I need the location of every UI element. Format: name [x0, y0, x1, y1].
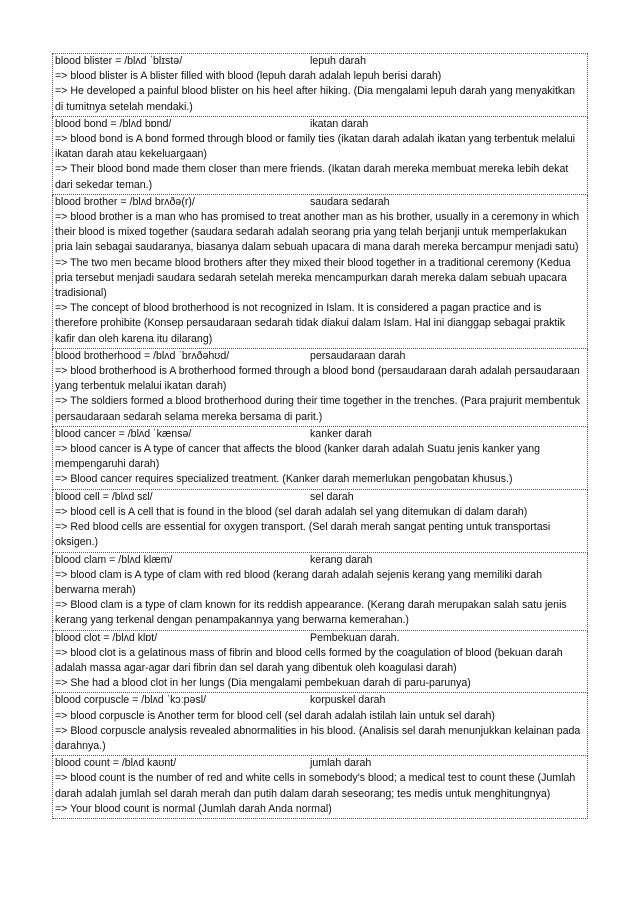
entry-line: => She had a blood clot in her lungs (Dia mengalami pembekuan darah di paru-parunya) — [55, 677, 471, 690]
entry-line: => The two men became blood brothers after they mixed their blood together in a traditional ceremony (Kedua pria tersebut menjadi saudara sedarah setelah mereka mencampurkan darah mereka dalam sebuah upacara tradisional) — [55, 256, 571, 300]
entry-line: => He developed a painful blood blister on his heel after hiking. (Dia mengalami lepuh darah yang menyakitkan di tumitnya setelah mendaki.) — [55, 85, 576, 113]
entry-term: blood cancer = /blʌd ˈkænsə/ — [55, 427, 192, 440]
entry-line: => blood cancer is A type of cancer that affects the blood (kanker darah adalah Suatu jenis kanker yang mempengaruhi darah) — [55, 443, 541, 471]
dictionary-entry — [52, 195, 588, 349]
entry-heading — [55, 631, 585, 646]
dictionary-entry — [52, 553, 588, 631]
dictionary-entry — [52, 756, 588, 819]
entry-term: blood clam = /blʌd klæm/ — [55, 553, 173, 566]
dictionary-entry — [52, 693, 588, 756]
entry-meaning: lepuh darah — [310, 55, 366, 67]
entry-term: blood bond = /blʌd bɒnd/ — [55, 117, 172, 130]
entry-line: => Red blood cells are essential for oxygen transport. (Sel darah merah sangat penting untuk transportasi oksigen.) — [55, 521, 551, 549]
dictionary-entry — [52, 349, 588, 427]
dictionary-entry — [52, 117, 588, 195]
entry-meaning: korpuskel darah — [310, 694, 386, 707]
entry-line: => blood blister is A blister filled with blood (lepuh darah adalah lepuh berisi darah) — [55, 70, 442, 83]
entry-meaning: sel darah — [310, 490, 354, 503]
dictionary-entry — [52, 427, 588, 490]
entry-meaning: kerang darah — [310, 553, 373, 566]
entry-line: => blood clam is A type of clam with red blood (kerang darah adalah sejenis kerang yang memiliki darah berwarna merah) — [55, 568, 542, 596]
dictionary-entry — [52, 490, 588, 553]
entry-term: blood corpuscle = /blʌd ˈkɔːpəsl/ — [55, 694, 207, 707]
entry-line: => The concept of blood brotherhood is not recognized in Islam. It is considered a pagan practice and is therefore prohibite (Konsep persaudaraan sedarah tidak diakui dalam Islam. Hal ini dianggap sebagai praktik kafir dan oleh karena itu dilarang) — [55, 302, 565, 345]
entry-meaning: Pembekuan darah. — [310, 631, 400, 644]
dictionary-page — [52, 53, 588, 819]
entry-meaning: ikatan darah — [310, 117, 369, 130]
entry-heading — [55, 427, 585, 442]
entry-line: => The soldiers formed a blood brotherhood during their time together in the trenches. (Para prajurit membentuk persaudaraan sedarah selama mereka bersama di parit.) — [55, 395, 581, 423]
entry-line: => blood count is the number of red and white cells in somebody's blood; a medical test to count these (Jumlah darah adalah jumlah sel darah merah dan putih dalam darah seseorang; tes medis untuk menghitungnya) — [55, 772, 576, 800]
entry-heading — [55, 553, 585, 568]
entry-line: => Blood corpuscle analysis revealed abnormalities in his blood. (Analisis sel darah menunjukkan kelainan pada darahnya.) — [55, 724, 581, 752]
entry-heading — [55, 117, 585, 132]
entry-line: => Their blood bond made them closer than mere friends. (Ikatan darah mereka membuat mereka lebih dekat dari sekedar teman.) — [55, 163, 569, 191]
entry-line: => blood clot is a gelatinous mass of fibrin and blood cells formed by the coagulation of blood (bekuan darah adalah massa agar-agar dari fibrin dan sel darah yang dibentuk oleh koagulasi darah) — [55, 646, 563, 674]
dictionary-entry — [52, 631, 588, 694]
entry-heading — [55, 54, 585, 69]
entry-line: => blood brotherhood is A brotherhood formed through a blood bond (persaudaraan darah adalah persaudaraan yang terbentuk melalui ikatan darah) — [55, 365, 580, 393]
entry-line: => Your blood count is normal (Jumlah darah Anda normal) — [55, 802, 332, 815]
entry-line: => blood bond is A bond formed through blood or family ties (ikatan darah adalah ikatan yang terbentuk melalui ikatan darah atau kekeluargaan) — [55, 133, 576, 161]
dictionary-entry — [52, 53, 588, 117]
entry-term: blood brotherhood = /blʌd ˈbrʌðəhʊd/ — [55, 349, 230, 362]
entry-meaning: persaudaraan darah — [310, 349, 406, 362]
entry-line: => Blood cancer requires specialized treatment. (Kanker darah memerlukan pengobatan khusus.) — [55, 473, 513, 486]
entry-heading — [55, 349, 585, 364]
entry-term: blood count = /blʌd kaʊnt/ — [55, 757, 177, 770]
entry-heading — [55, 195, 585, 210]
entry-meaning: kanker darah — [310, 427, 372, 440]
entry-term: blood brother = /blʌd brʌðə(r)/ — [55, 195, 195, 208]
entry-line: => blood brother is a man who has promised to treat another man as his brother, usually in a ceremony in which their blood is mixed together (saudara sedarah adalah seorang pria yang telah berjanji untuk memperlakukan pria lain sebagai saudaranya, biasanya dalam sebuah upacara di mana darah mereka bercampur menjadi satu) — [55, 211, 580, 254]
entry-line: => blood cell is A cell that is found in the blood (sel darah adalah sel yang ditemukan di dalam darah) — [55, 505, 528, 518]
entry-line: => blood corpuscle is Another term for blood cell (sel darah adalah istilah lain untuk sel darah) — [55, 709, 495, 722]
entry-heading — [55, 490, 585, 505]
entry-heading — [55, 756, 585, 771]
entry-heading — [55, 693, 585, 708]
entry-term: blood cell = /blʌd sɛl/ — [55, 490, 153, 503]
entry-term: blood blister = /blʌd ˈblɪstə/ — [55, 55, 183, 67]
entry-meaning: saudara sedarah — [310, 195, 390, 208]
entry-term: blood clot = /blʌd klɒt/ — [55, 631, 158, 644]
entry-meaning: jumlah darah — [310, 757, 372, 770]
entry-line: => Blood clam is a type of clam known for its reddish appearance. (Kerang darah merupakan salah satu jenis kerang yang terkenal dengan penampakannya yang berwarna kemerahan.) — [55, 599, 567, 627]
